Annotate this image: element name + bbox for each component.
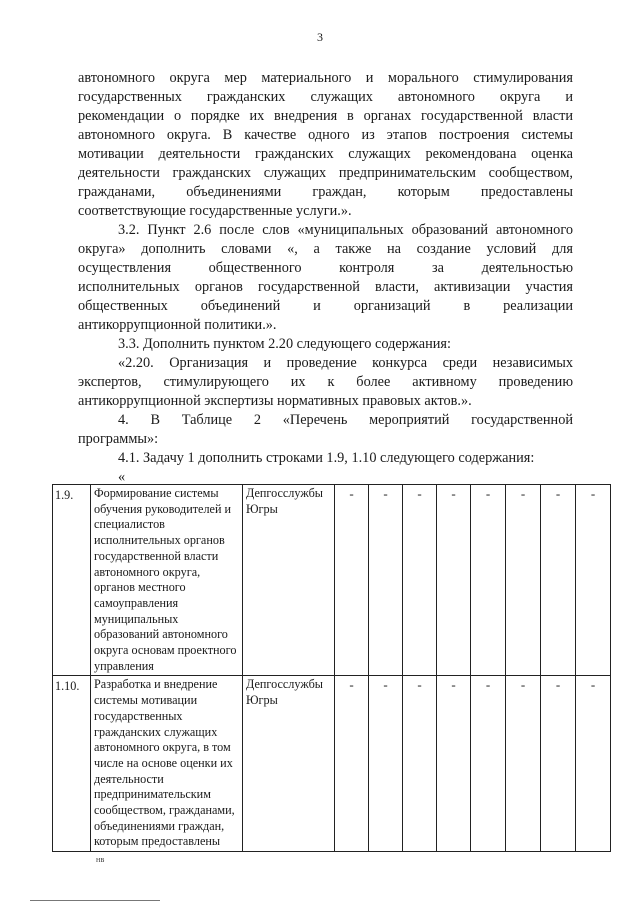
text-line: осуществления общественного контроля за деятельностью [78,260,573,276]
text-line: мотивации деятельности гражданских служащих рекомендована оценка [78,146,573,162]
value-cell: - [506,676,541,852]
activity-name: Разработка и внедрение системы мотивации государственных гражданских служащих автономного округа, в том числе на основе оценки их деятельности предпринимательским сообществом, гражданами, объединениями граждан, которым предоставлены [91,676,243,852]
value-cell: - [471,485,506,676]
text-line: деятельности гражданских служащих предпринимательским сообществом, [78,165,573,181]
text-line: 4.1. Задачу 1 дополнить строками 1.9, 1.10 следующего содержания: [118,450,535,466]
text-line: экспертов, стимулирующего их к более активному проведению [78,374,573,390]
value-cell: - [471,676,506,852]
footer-mark: НВ [96,858,105,864]
text-line: 3.2. Пункт 2.6 после слов «муниципальных образований автономного [118,222,573,238]
value-cell: - [576,676,611,852]
value-cell: - [369,676,403,852]
executor-cell: Депгосслужбы Югры [243,676,335,852]
value-cell: - [437,485,471,676]
text-line: автономного округа мер материального и морального стимулирования [78,70,573,86]
text-line: программы»: [78,431,159,447]
text-line: государственных гражданских служащих автономного округа и [78,89,573,105]
value-cell: - [403,676,437,852]
text-line: общественных объединений и организаций в реализации [78,298,573,314]
row-number: 1.10. [53,676,91,852]
value-cell: - [541,676,576,852]
text-line: автономного округа. В качестве одного из этапов построения системы [78,127,573,143]
text-line: «2.20. Организация и проведение конкурса среди независимых [118,355,573,371]
text-line: исполнительных органов государственной власти, активизации участия [78,279,573,295]
executor-cell: Депгосслужбы Югры [243,485,335,676]
table-row [53,485,611,676]
activity-name: Формирование системы обучения руководителей и специалистов исполнительных органов государственной власти автономного округа, органов местного самоуправления муниципальных образований автономного округа основам проектного управления [91,485,243,676]
text-line: округа» дополнить словами «, а также на создание условий для [78,241,573,257]
value-cell: - [506,485,541,676]
row-number: 1.9. [53,485,91,676]
value-cell: - [437,676,471,852]
value-cell: - [541,485,576,676]
value-cell: - [335,485,369,676]
value-cell: - [403,485,437,676]
value-cell: - [369,485,403,676]
text-line: 4. В Таблице 2 «Перечень мероприятий государственной [118,412,573,428]
value-cell: - [576,485,611,676]
text-line: гражданами, объединениями граждан, которым предоставлены [78,184,573,200]
text-line: « [118,469,126,485]
text-line: соответствующие государственные услуги.». [78,203,352,219]
scan-edge-line [30,900,160,901]
text-line: антикоррупционной политики.». [78,317,277,333]
text-line: 3.3. Дополнить пунктом 2.20 следующего содержания: [118,336,451,352]
value-cell: - [335,676,369,852]
table-row [53,676,611,852]
text-line: антикоррупционной экспертизы нормативных правовых актов.». [78,393,472,409]
program-table [52,484,611,852]
page-number: 3 [317,30,323,44]
text-line: рекомендации о порядке их внедрения в органах государственной власти [78,108,573,124]
